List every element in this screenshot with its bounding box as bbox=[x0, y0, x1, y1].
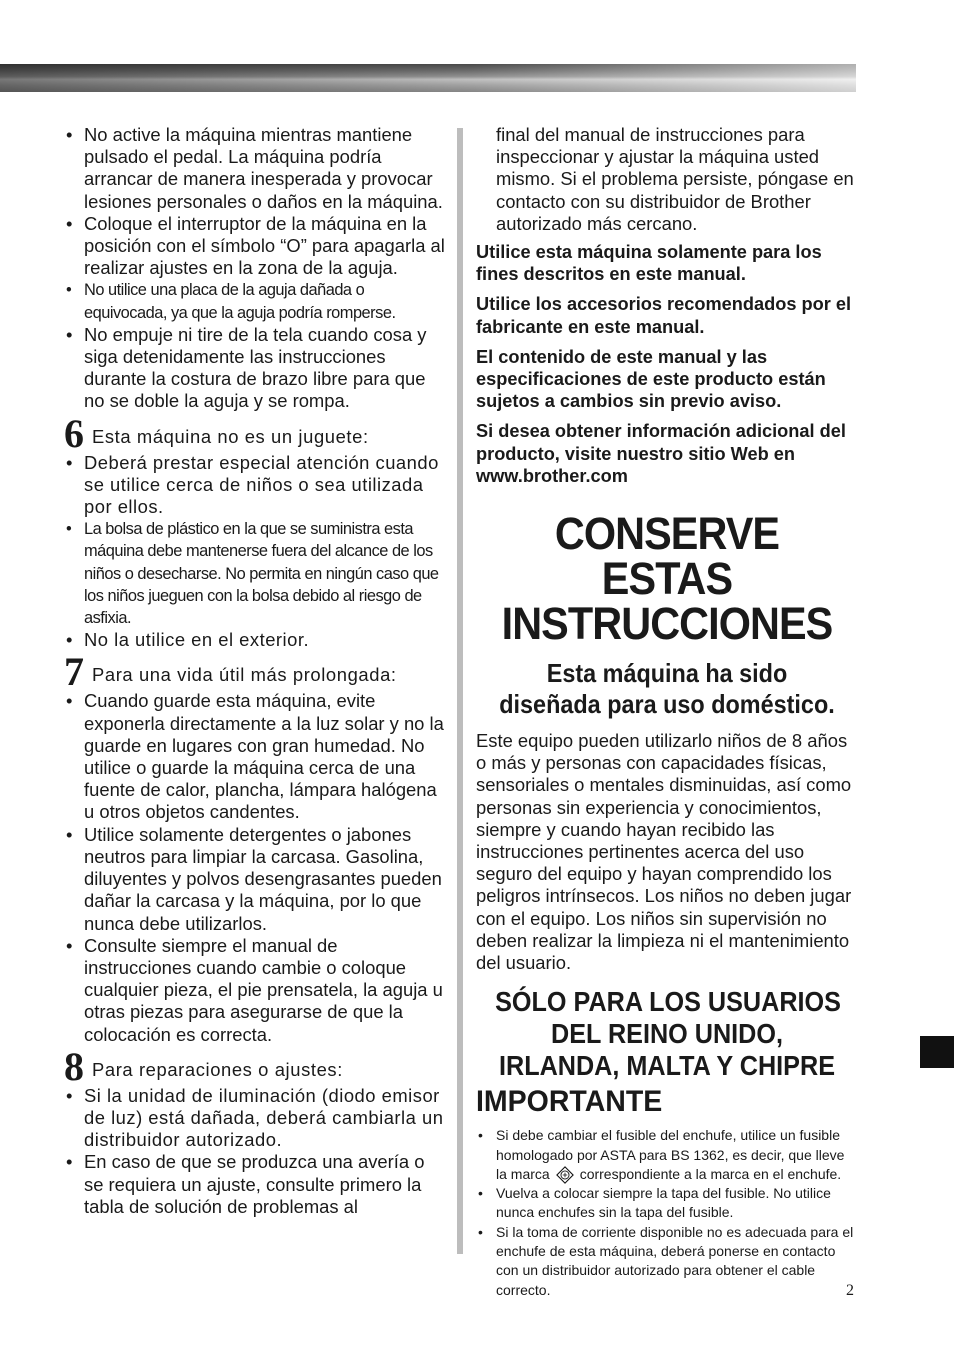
uk-title-line: SÓLO PARA LOS USUARIOS bbox=[495, 986, 841, 1018]
list-item: • No utilice una placa de la aguja dañada o equivocada, ya que la aguja podría romperse. bbox=[64, 279, 446, 323]
asta-diamond-icon bbox=[556, 1166, 574, 1184]
section-label: Para una vida útil más prolongada: bbox=[92, 664, 397, 686]
left-column bbox=[64, 124, 446, 1218]
list-item: • No active la máquina mientras mantiene pulsado el pedal. La máquina podría arrancar de manera inesperada y provocar lesiones personales o daños en la máquina. bbox=[64, 124, 446, 213]
list-item: • Coloque el interruptor de la máquina en la posición con el símbolo “O” para apagarla al realizar ajustes en la zona de la aguja. bbox=[64, 213, 446, 280]
right-column bbox=[476, 124, 858, 1300]
section-8-heading bbox=[64, 1043, 446, 1089]
bold-paragraph: Utilice esta máquina solamente para los fines descritos en este manual. bbox=[476, 242, 822, 285]
list-item: • Consulte siempre el manual de instrucciones cuando cambie o coloque cualquier pieza, el pie prensatela, la aguja u otras piezas para asegurarse de que la colocación es correcta. bbox=[64, 935, 446, 1046]
section-label: Esta máquina no es un juguete: bbox=[92, 425, 369, 447]
section-7-bullets bbox=[64, 690, 446, 1045]
list-item: • En caso de que se produzca una avería o se requiera un ajuste, consulte primero la tabla de solución de problemas al bbox=[64, 1151, 446, 1218]
list-item: • No empuje ni tire de la tela cuando cosa y siga detenidamente las instrucciones durante la costura de brazo libre para que no se doble la aguja y se rompa. bbox=[64, 324, 446, 413]
continued-text: final del manual de instrucciones para inspeccionar y ajustar la máquina usted mismo. Si el problema persiste, póngase en contacto con su distribuidor de Brother autorizado más cercano. bbox=[496, 124, 854, 234]
section-label: Para reparaciones o ajustes: bbox=[92, 1058, 343, 1080]
uk-users-title bbox=[495, 986, 839, 1082]
list-item: • Deberá prestar especial atención cuando se utilice cerca de niños o sea utilizada por ellos. bbox=[64, 452, 446, 519]
domestic-subtitle bbox=[495, 658, 839, 720]
important-title: IMPORTANTE bbox=[476, 1085, 663, 1119]
list-item: • Cuando guarde esta máquina, evite exponerla directamente a la luz solar y no la guarde en lugares con gran humedad. No utilice o guarde la máquina cerca de una fuente de calor, plancha, lámpara halógena u otros objetos candentes. bbox=[64, 690, 446, 823]
section-8-bullets bbox=[64, 1085, 446, 1218]
list-item: • Si la unidad de iluminación (diodo emisor de luz) está dañada, deberá cambiarla un distribuidor autorizado. bbox=[64, 1085, 446, 1152]
list-item: • Si la toma de corriente disponible no es adecuada para el enchufe de esta máquina, deberá ponerse en contacto con un distribuidor autorizado para obtener el cable correcto. bbox=[476, 1223, 858, 1300]
fuse-text-after: correspondiente a la marca en el enchufe. bbox=[579, 1165, 842, 1182]
column-divider bbox=[457, 128, 463, 1254]
section-7-heading bbox=[64, 649, 446, 695]
section-number: 6 bbox=[64, 410, 84, 456]
bold-paragraph: El contenido de este manual y las especificaciones de este producto están sujetos a cambios sin previo aviso. bbox=[476, 346, 826, 412]
safety-bullets-a bbox=[64, 124, 446, 413]
children-paragraph: Este equipo pueden utilizarlo niños de 8 años o más y personas con capacidades físicas, sensoriales o mentales disminuidas, así como personas sin experiencia y conocimientos, siempre y cuando hayan recibido las instrucciones pertinentes acerca del uso seguro del equipo y hayan comprendido los peligros intrínsecos. Los niños no deben jugar con el equipo. Los niños sin supervisión no deben realizar la limpieza ni el mantenimiento del usuario. bbox=[476, 730, 852, 974]
subtitle-line: Esta máquina ha sido bbox=[546, 658, 788, 689]
conserve-title-line: CONSERVE ESTAS bbox=[554, 508, 780, 605]
uk-title-line: IRLANDA, MALTA Y CHIPRE bbox=[498, 1050, 836, 1082]
section-number: 8 bbox=[64, 1043, 84, 1089]
bold-paragraph: Utilice los accesorios recomendados por el fabricante en este manual. bbox=[476, 294, 852, 337]
section-tab-marker bbox=[920, 1036, 954, 1068]
section-6-bullets bbox=[64, 452, 446, 652]
list-item: • La bolsa de plástico en la que se suministra esta máquina debe mantenerse fuera del alcance de los niños o desecharse. No permita en ningún caso que los niños jueguen con la bolsa debido al riesgo de asfixia. bbox=[64, 518, 446, 629]
fuse-text-before: Si debe cambiar el fusible del enchufe, utilice un fusible homologado por ASTA para BS 1362, es decir, que lleve la marca bbox=[496, 1127, 845, 1182]
conserve-title bbox=[491, 508, 842, 650]
bold-paragraph: Si desea obtener información adicional del producto, visite nuestro sitio Web en www.brother.com bbox=[476, 421, 846, 486]
section-number: 7 bbox=[64, 649, 84, 695]
list-item: • No la utilice en el exterior. bbox=[64, 629, 446, 651]
important-bullets bbox=[476, 1126, 858, 1300]
list-item bbox=[476, 1126, 858, 1184]
section-6-heading bbox=[64, 410, 446, 456]
uk-title-line: DEL REINO UNIDO, bbox=[551, 1018, 783, 1050]
page-number: 2 bbox=[846, 1282, 854, 1299]
conserve-title-line: INSTRUCCIONES bbox=[501, 598, 833, 650]
list-item: • Utilice solamente detergentes o jabones neutros para limpiar la carcasa. Gasolina, diluyentes y polvos desengrasantes pueden dañar la carcasa y la máquina, por lo que nunca debe utilizarlos. bbox=[64, 824, 446, 935]
subtitle-line: diseñada para uso doméstico. bbox=[499, 689, 835, 720]
header-gradient-bar bbox=[0, 64, 856, 92]
list-item: • Vuelva a colocar siempre la tapa del fusible. No utilice nunca enchufes sin la tapa del fusible. bbox=[476, 1184, 858, 1223]
